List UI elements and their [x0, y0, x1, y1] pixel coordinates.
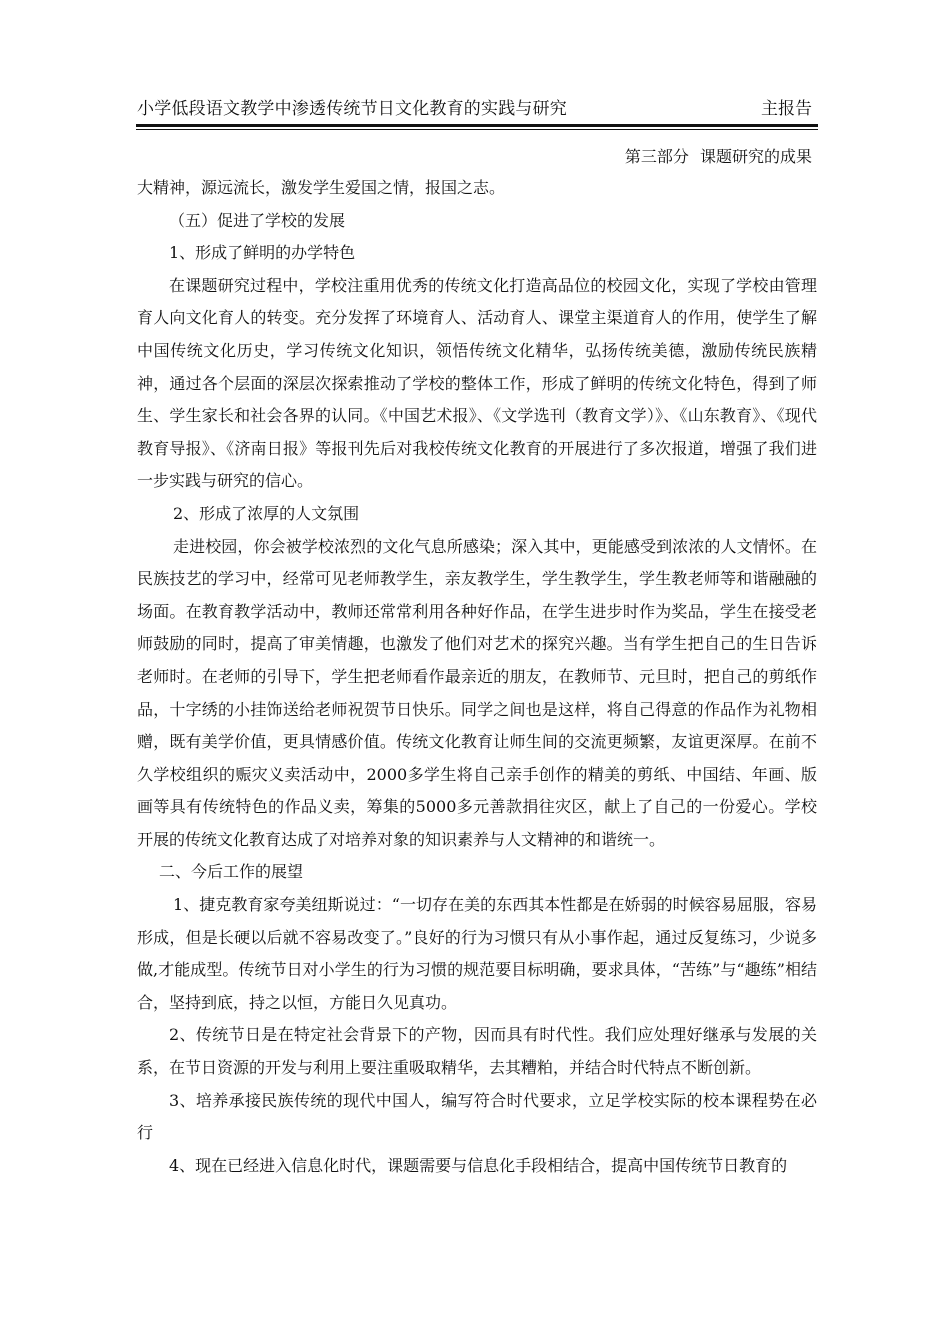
subheading-humanistic-atmosphere: 2、形成了浓厚的人文氛围	[173, 503, 360, 523]
paragraph-outlook-3: 3、培养承接民族传统的现代中国人，编写符合时代要求，立足学校实际的校本课程势在必行	[137, 1090, 817, 1143]
heading-school-development: （五）促进了学校的发展	[169, 210, 346, 230]
paragraph-outlook-2: 2、传统节日是在特定社会背景下的产物，因而具有时代性。我们应处理好继承与发展的关系，在节日资源的开发与利用上要注重吸取精华，去其糟粕，并结合时代特点不断创新。	[137, 1025, 817, 1078]
paragraph-humanistic-atmosphere: 走进校园，你会被学校浓烈的文化气息所感染；深入其中，更能感受到浓浓的人文情怀。在民族技艺的学习中，经常可见老师教学生，亲友教学生，学生教学生，学生教老师等和谐融融的场面。在教育教学活动中，教师还常常利用各种好作品，在学生进步时作为奖品，学生在接受老师鼓励的同时，提高了审美情趣，也激发了他们对艺术的探究兴趣。当有学生把自己的生日告诉老师时。在老师的引导下，学生把老师看作最亲近的朋友，在教师节、元旦时，把自己的剪纸作品，十字绣的小挂饰送给老师祝贺节日快乐。同学之间也是这样，将自己得意的作品作为礼物相赠，既有美学价值，更具情感价值。传统文化教育让师生间的交流更频繁，友谊更深厚。在前不久学校组织的赈灾义卖活动中，2000多学生将自己亲手创作的精美的剪纸、中国结、年画、版画等具有传统特色的作品义卖，筹集的5000多元善款捐往灾区，献上了自己的一份爱心。学校开展的传统文化教育达成了对培养对象的知识素养与人文精神的和谐统一。	[137, 536, 817, 849]
header-divider-thin	[136, 129, 818, 130]
paragraph-continuation: 大精神，源远流长，激发学生爱国之情，报国之志。	[137, 178, 506, 197]
heading-future-outlook: 二、今后工作的展望	[159, 862, 304, 882]
paragraph-outlook-1: 1、捷克教育家夸美纽斯说过：“一切存在美的东西其本性都是在娇弱的时候容易屈服，容易形成，但是长硬以后就不容易改变了。”良好的行为习惯只有从小事作起，通过反复练习，少说多做,才能成型。传统节日对小学生的行为习惯的规范要目标明确，要求具体，“苦练”与“趣练”相结合，坚持到底，持之以恒，方能日久见真功。	[137, 895, 817, 1012]
header-divider-thick	[136, 124, 818, 127]
paragraph-school-characteristics: 在课题研究过程中，学校注重用优秀的传统文化打造高品位的校园文化，实现了学校由管理育人向文化育人的转变。充分发挥了环境育人、活动育人、课堂主渠道育人的作用，使学生了解中国传统文化历史，学习传统文化知识，领悟传统文化精华，弘扬传统美德，激励传统民族精神，通过各个层面的深层次探索推动了学校的整体工作，形成了鲜明的传统文化特色，得到了师生、学生家长和社会各界的认同。《中国艺术报》、《文学选刊（教育文学）》、《山东教育》、《现代教育导报》、《济南日报》等报刊先后对我校传统文化教育的开展进行了多次报道，增强了我们进一步实践与研究的信心。	[137, 275, 817, 491]
document-body	[137, 172, 817, 1182]
section-label: 第三部分 课题研究的成果	[624, 147, 812, 166]
paragraph-outlook-4: 4、现在已经进入信息化时代，课题需要与信息化手段相结合，提高中国传统节日教育的	[169, 1155, 788, 1175]
subheading-school-characteristics: 1、形成了鲜明的办学特色	[169, 243, 356, 263]
header-report-label: 主报告	[761, 99, 812, 119]
header-title: 小学低段语文教学中渗透传统节日文化教育的实践与研究	[137, 99, 567, 119]
